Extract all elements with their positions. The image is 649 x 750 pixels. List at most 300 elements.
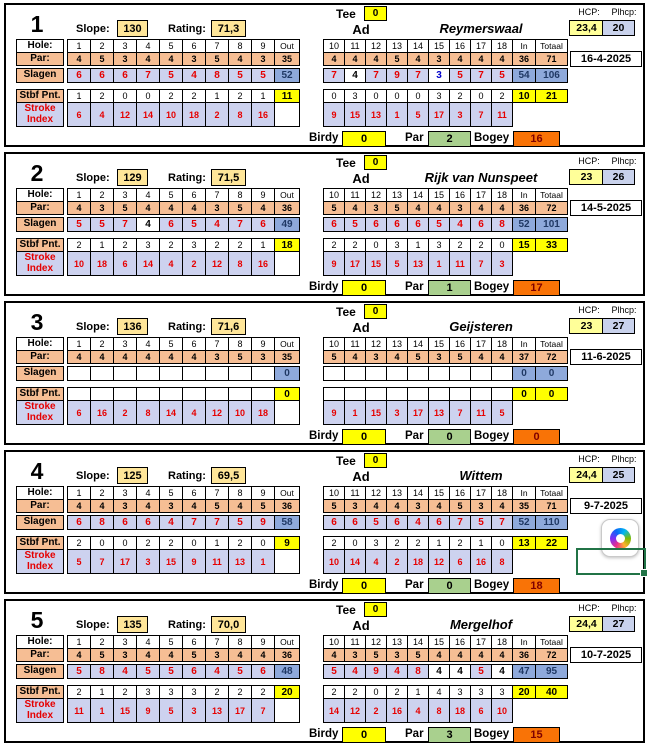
stbf-cell[interactable]: 0 [365,238,387,252]
slagen-cell[interactable]: 5 [136,664,160,679]
bogey-value[interactable]: 18 [513,578,560,594]
hole-cell[interactable]: 9 [251,635,275,649]
par-cell[interactable]: 4 [491,648,513,662]
par-cell[interactable]: 4 [449,648,471,662]
rating-value[interactable]: 70,0 [211,616,246,633]
par-cell[interactable]: 3 [449,201,471,215]
hcp-value[interactable]: 24,4 [569,616,604,632]
par-cell[interactable]: 3 [113,52,137,66]
plhcp-value[interactable]: 26 [602,169,635,185]
hole-cell[interactable]: 5 [159,635,183,649]
stbf-cell[interactable]: 2 [323,536,345,550]
stroke-index-cell[interactable]: 9 [323,102,345,127]
par-cell[interactable]: 4 [470,201,492,215]
slagen-cell[interactable] [365,366,387,381]
stbf-cell[interactable]: 2 [344,685,366,699]
stroke-index-cell[interactable]: 16 [470,549,492,574]
hole-cell[interactable]: 11 [344,486,366,500]
par-cell[interactable]: 4 [159,350,183,364]
par-cell[interactable]: 5 [90,648,114,662]
slagen-cell[interactable]: 9 [386,68,408,83]
stroke-index-cell[interactable]: 1 [386,102,408,127]
stroke-index-cell[interactable]: 15 [365,251,387,276]
stbf-cell[interactable] [228,387,252,401]
stbf-cell[interactable]: 1 [90,685,114,699]
slagen-cell[interactable]: 5 [159,664,183,679]
stbf-cell[interactable]: 2 [136,536,160,550]
slagen-cell[interactable]: 5 [470,664,492,679]
hole-cell[interactable]: 15 [428,635,450,649]
par-cell[interactable]: 4 [386,350,408,364]
hole-cell[interactable]: 1 [67,635,91,649]
par-cell[interactable]: 5 [251,499,275,513]
par-cell[interactable]: 4 [136,350,160,364]
stroke-index-cell[interactable]: 11 [470,400,492,425]
stroke-index-cell[interactable]: 6 [470,698,492,723]
hole-cell[interactable]: 10 [323,39,345,53]
par-cell[interactable]: 4 [470,350,492,364]
stroke-index-cell[interactable]: 7 [449,400,471,425]
slagen-cell[interactable]: 9 [251,515,275,530]
hole-cell[interactable]: 8 [228,39,252,53]
hole-cell[interactable]: 4 [136,337,160,351]
slagen-cell[interactable] [159,366,183,381]
par-cell[interactable]: 4 [67,648,91,662]
hole-cell[interactable]: 18 [491,337,513,351]
stroke-index-cell[interactable]: 2 [365,698,387,723]
stroke-index-cell[interactable]: 11 [491,102,513,127]
slagen-cell[interactable]: 4 [136,217,160,232]
hole-cell[interactable]: 14 [407,486,429,500]
slagen-cell[interactable]: 5 [67,217,91,232]
stroke-index-cell[interactable]: 18 [449,698,471,723]
par-cell[interactable]: 3 [205,350,229,364]
birdy-value[interactable]: 0 [342,131,386,147]
hole-cell[interactable]: 7 [205,486,229,500]
hole-cell[interactable]: 15 [428,486,450,500]
slagen-cell[interactable] [182,366,206,381]
par-count-value[interactable]: 3 [428,727,471,743]
par-cell[interactable]: 4 [67,499,91,513]
stbf-cell[interactable]: 3 [136,685,160,699]
stroke-index-cell[interactable]: 6 [67,102,91,127]
hole-cell[interactable]: 10 [323,337,345,351]
slagen-cell[interactable]: 6 [365,217,387,232]
date-box[interactable]: 16-4-2025 [570,51,642,67]
stroke-index-cell[interactable]: 6 [113,251,137,276]
hole-cell[interactable]: 5 [159,486,183,500]
stbf-cell[interactable] [182,387,206,401]
stroke-index-cell[interactable]: 13 [407,251,429,276]
stroke-index-cell[interactable]: 5 [386,251,408,276]
slagen-cell[interactable]: 6 [407,217,429,232]
hole-cell[interactable]: 17 [470,337,492,351]
hole-cell[interactable]: 9 [251,486,275,500]
par-cell[interactable]: 4 [428,648,450,662]
par-cell[interactable]: 4 [428,499,450,513]
stroke-index-cell[interactable]: 17 [428,102,450,127]
hole-cell[interactable]: 17 [470,188,492,202]
stbf-cell[interactable] [344,387,366,401]
stroke-index-cell[interactable]: 5 [407,102,429,127]
slagen-cell[interactable]: 6 [136,515,160,530]
stroke-index-cell[interactable]: 3 [449,102,471,127]
stbf-cell[interactable] [491,387,513,401]
stbf-cell[interactable]: 3 [428,89,450,103]
stbf-cell[interactable]: 2 [228,238,252,252]
stroke-index-cell[interactable]: 7 [90,549,114,574]
stroke-index-cell[interactable]: 5 [67,549,91,574]
stbf-cell[interactable] [323,387,345,401]
slope-value[interactable]: 125 [117,467,148,484]
stroke-index-cell[interactable]: 9 [136,698,160,723]
stroke-index-cell[interactable]: 14 [323,698,345,723]
stroke-index-cell[interactable]: 3 [136,549,160,574]
stroke-index-cell[interactable]: 4 [365,549,387,574]
stroke-index-cell[interactable]: 18 [251,400,275,425]
hole-cell[interactable]: 11 [344,39,366,53]
hole-cell[interactable]: 15 [428,337,450,351]
birdy-value[interactable]: 0 [342,578,386,594]
stbf-cell[interactable]: 0 [251,536,275,550]
par-cell[interactable]: 4 [323,52,345,66]
date-box[interactable]: 10-7-2025 [570,647,642,663]
slagen-cell[interactable]: 4 [205,217,229,232]
stbf-cell[interactable]: 3 [428,238,450,252]
stroke-index-cell[interactable]: 10 [491,698,513,723]
par-cell[interactable]: 4 [136,648,160,662]
stbf-cell[interactable]: 2 [182,89,206,103]
tee-value[interactable]: 0 [364,155,387,170]
stroke-index-cell[interactable]: 7 [251,698,275,723]
stbf-cell[interactable]: 1 [470,536,492,550]
hole-cell[interactable]: 16 [449,39,471,53]
par-cell[interactable]: 4 [113,350,137,364]
par-cell[interactable]: 5 [205,499,229,513]
par-cell[interactable]: 4 [365,52,387,66]
slagen-cell[interactable]: 8 [90,664,114,679]
slagen-cell[interactable]: 6 [113,68,137,83]
stroke-index-cell[interactable]: 16 [90,400,114,425]
stroke-index-cell[interactable]: 15 [113,698,137,723]
date-box[interactable]: 9-7-2025 [570,498,642,514]
par-cell[interactable]: 5 [323,499,345,513]
slagen-cell[interactable]: 4 [205,664,229,679]
stbf-cell[interactable]: 0 [182,536,206,550]
stbf-cell[interactable] [365,387,387,401]
slagen-cell[interactable]: 7 [491,515,513,530]
slagen-cell[interactable]: 4 [344,664,366,679]
birdy-value[interactable]: 0 [342,280,386,296]
slagen-cell[interactable]: 5 [449,68,471,83]
slagen-cell[interactable]: 6 [251,664,275,679]
hole-cell[interactable]: 8 [228,486,252,500]
par-cell[interactable]: 4 [491,350,513,364]
par-count-value[interactable]: 0 [428,578,471,594]
par-cell[interactable]: 4 [407,201,429,215]
slagen-cell[interactable]: 4 [159,515,183,530]
slagen-cell[interactable]: 7 [470,68,492,83]
hole-cell[interactable]: 11 [344,337,366,351]
stroke-index-cell[interactable]: 14 [159,400,183,425]
stbf-cell[interactable]: 1 [205,89,229,103]
stroke-index-cell[interactable]: 17 [407,400,429,425]
hole-cell[interactable]: 14 [407,337,429,351]
stbf-cell[interactable]: 2 [323,238,345,252]
hole-cell[interactable]: 3 [113,337,137,351]
stroke-index-cell[interactable]: 1 [428,251,450,276]
stbf-cell[interactable]: 0 [491,536,513,550]
hole-cell[interactable]: 2 [90,39,114,53]
par-cell[interactable]: 4 [386,499,408,513]
stroke-index-cell[interactable]: 13 [205,698,229,723]
par-cell[interactable]: 4 [344,350,366,364]
hole-cell[interactable]: 13 [386,39,408,53]
slagen-cell[interactable] [228,366,252,381]
stroke-index-cell[interactable]: 8 [136,400,160,425]
stbf-cell[interactable] [205,387,229,401]
stbf-cell[interactable]: 2 [205,238,229,252]
slagen-cell[interactable] [344,366,366,381]
slagen-cell[interactable] [90,366,114,381]
stroke-index-cell[interactable]: 15 [365,400,387,425]
par-cell[interactable]: 5 [407,648,429,662]
hole-cell[interactable]: 9 [251,39,275,53]
par-cell[interactable]: 5 [182,648,206,662]
stbf-cell[interactable]: 2 [491,89,513,103]
stbf-cell[interactable]: 1 [205,536,229,550]
stbf-cell[interactable] [159,387,183,401]
stroke-index-cell[interactable]: 5 [491,400,513,425]
hole-cell[interactable]: 6 [182,188,206,202]
slagen-cell[interactable]: 5 [251,68,275,83]
stbf-cell[interactable]: 2 [228,685,252,699]
hole-cell[interactable]: 18 [491,486,513,500]
stroke-index-cell[interactable]: 4 [90,102,114,127]
slope-value[interactable]: 130 [117,20,148,37]
slagen-cell[interactable]: 7 [365,68,387,83]
stbf-cell[interactable] [428,387,450,401]
slagen-cell[interactable]: 5 [365,515,387,530]
par-cell[interactable]: 3 [428,350,450,364]
stbf-cell[interactable]: 1 [428,536,450,550]
plhcp-value[interactable]: 20 [602,20,635,36]
slope-value[interactable]: 135 [117,616,148,633]
hole-cell[interactable]: 12 [365,337,387,351]
par-cell[interactable]: 4 [491,499,513,513]
slagen-cell[interactable]: 6 [182,664,206,679]
slagen-cell[interactable]: 6 [386,515,408,530]
stroke-index-cell[interactable]: 13 [228,549,252,574]
stroke-index-cell[interactable]: 12 [205,251,229,276]
stbf-cell[interactable]: 0 [113,89,137,103]
hole-cell[interactable]: 6 [182,337,206,351]
stbf-cell[interactable]: 0 [365,685,387,699]
par-cell[interactable]: 5 [205,52,229,66]
stbf-cell[interactable]: 3 [182,685,206,699]
par-cell[interactable]: 4 [90,350,114,364]
hole-cell[interactable]: 14 [407,635,429,649]
par-cell[interactable]: 3 [407,499,429,513]
hole-cell[interactable]: 7 [205,337,229,351]
hole-cell[interactable]: 11 [344,635,366,649]
slagen-cell[interactable]: 9 [365,664,387,679]
slagen-cell[interactable]: 7 [449,515,471,530]
hole-cell[interactable]: 8 [228,188,252,202]
par-cell[interactable]: 4 [470,52,492,66]
stroke-index-cell[interactable]: 1 [90,698,114,723]
hole-cell[interactable]: 13 [386,337,408,351]
hole-cell[interactable]: 18 [491,188,513,202]
hole-cell[interactable]: 8 [228,635,252,649]
hole-cell[interactable]: 13 [386,486,408,500]
slagen-cell[interactable]: 6 [323,515,345,530]
par-cell[interactable]: 4 [67,52,91,66]
par-cell[interactable]: 4 [159,648,183,662]
slagen-cell[interactable] [113,366,137,381]
slagen-cell[interactable]: 6 [113,515,137,530]
bogey-value[interactable]: 16 [513,131,560,147]
stbf-cell[interactable]: 2 [159,536,183,550]
slagen-cell[interactable] [428,366,450,381]
hole-cell[interactable]: 4 [136,188,160,202]
par-cell[interactable]: 4 [159,201,183,215]
par-cell[interactable]: 4 [491,201,513,215]
hole-cell[interactable]: 5 [159,39,183,53]
stroke-index-cell[interactable]: 9 [323,400,345,425]
stroke-index-cell[interactable]: 16 [386,698,408,723]
par-cell[interactable]: 5 [228,350,252,364]
stbf-cell[interactable]: 0 [323,89,345,103]
hole-cell[interactable]: 10 [323,486,345,500]
hcp-value[interactable]: 23 [569,169,604,185]
plhcp-value[interactable]: 27 [602,616,635,632]
slagen-cell[interactable] [407,366,429,381]
par-cell[interactable]: 3 [251,52,275,66]
stbf-cell[interactable]: 2 [228,536,252,550]
par-cell[interactable]: 3 [470,499,492,513]
hole-cell[interactable]: 5 [159,337,183,351]
stroke-index-cell[interactable]: 9 [182,549,206,574]
stbf-cell[interactable]: 0 [470,89,492,103]
plhcp-value[interactable]: 27 [602,318,635,334]
stbf-cell[interactable]: 3 [182,238,206,252]
par-cell[interactable]: 4 [67,350,91,364]
hcp-value[interactable]: 23 [569,318,604,334]
stbf-cell[interactable]: 0 [136,89,160,103]
stbf-cell[interactable]: 3 [449,685,471,699]
stbf-cell[interactable]: 2 [449,89,471,103]
stbf-cell[interactable]: 2 [344,238,366,252]
slope-value[interactable]: 136 [117,318,148,335]
par-cell[interactable]: 5 [90,52,114,66]
birdy-value[interactable]: 0 [342,727,386,743]
hole-cell[interactable]: 6 [182,635,206,649]
slagen-cell[interactable]: 6 [428,515,450,530]
hole-cell[interactable]: 1 [67,188,91,202]
slagen-cell[interactable]: 5 [428,217,450,232]
hole-cell[interactable]: 2 [90,337,114,351]
hcp-value[interactable]: 23,4 [569,20,604,36]
slagen-cell[interactable]: 4 [182,68,206,83]
hole-cell[interactable]: 1 [67,486,91,500]
par-cell[interactable]: 3 [182,52,206,66]
stroke-index-cell[interactable]: 2 [182,251,206,276]
stbf-cell[interactable] [386,387,408,401]
stroke-index-cell[interactable]: 4 [159,251,183,276]
stbf-cell[interactable]: 3 [365,536,387,550]
slagen-cell[interactable]: 7 [407,68,429,83]
rating-value[interactable]: 69,5 [211,467,246,484]
stroke-index-cell[interactable]: 8 [428,698,450,723]
hole-cell[interactable]: 9 [251,188,275,202]
tee-value[interactable]: 0 [364,453,387,468]
par-cell[interactable]: 5 [323,350,345,364]
par-cell[interactable]: 3 [159,499,183,513]
stbf-cell[interactable]: 2 [67,536,91,550]
slagen-cell[interactable]: 5 [67,664,91,679]
par-cell[interactable]: 3 [344,499,366,513]
stbf-cell[interactable]: 0 [113,536,137,550]
hole-cell[interactable]: 11 [344,188,366,202]
hole-cell[interactable]: 2 [90,635,114,649]
par-cell[interactable]: 4 [323,648,345,662]
hole-cell[interactable]: 2 [90,188,114,202]
hole-cell[interactable]: 9 [251,337,275,351]
stroke-index-cell[interactable]: 17 [113,549,137,574]
slagen-cell[interactable]: 8 [491,217,513,232]
slagen-cell[interactable]: 7 [228,217,252,232]
stbf-cell[interactable]: 3 [470,685,492,699]
stroke-index-cell[interactable]: 5 [159,698,183,723]
stroke-index-cell[interactable]: 2 [205,102,229,127]
stroke-index-cell[interactable]: 11 [205,549,229,574]
par-cell[interactable]: 4 [251,648,275,662]
hole-cell[interactable]: 8 [228,337,252,351]
hole-cell[interactable]: 4 [136,486,160,500]
slagen-cell[interactable]: 6 [67,68,91,83]
stroke-index-cell[interactable]: 8 [228,251,252,276]
par-cell[interactable]: 4 [428,201,450,215]
stroke-index-cell[interactable]: 2 [386,549,408,574]
stbf-cell[interactable] [251,387,275,401]
stroke-index-cell[interactable]: 2 [113,400,137,425]
slagen-cell[interactable]: 6 [159,217,183,232]
par-cell[interactable]: 3 [365,201,387,215]
hole-cell[interactable]: 12 [365,188,387,202]
slagen-cell[interactable] [205,366,229,381]
stbf-cell[interactable] [113,387,137,401]
bogey-value[interactable]: 17 [513,280,560,296]
stbf-cell[interactable]: 2 [67,685,91,699]
stroke-index-cell[interactable]: 12 [205,400,229,425]
stbf-cell[interactable]: 2 [113,685,137,699]
tee-value[interactable]: 0 [364,602,387,617]
par-cell[interactable]: 3 [205,201,229,215]
date-box[interactable]: 14-5-2025 [570,200,642,216]
stbf-cell[interactable] [407,387,429,401]
stbf-cell[interactable]: 2 [449,238,471,252]
par-cell[interactable]: 4 [449,52,471,66]
stbf-cell[interactable]: 2 [386,685,408,699]
par-cell[interactable]: 5 [386,201,408,215]
hole-cell[interactable]: 7 [205,188,229,202]
slagen-cell[interactable]: 6 [67,515,91,530]
slagen-cell[interactable]: 3 [428,68,450,83]
stroke-index-cell[interactable]: 12 [344,698,366,723]
stroke-index-cell[interactable]: 10 [228,400,252,425]
hole-cell[interactable]: 3 [113,39,137,53]
